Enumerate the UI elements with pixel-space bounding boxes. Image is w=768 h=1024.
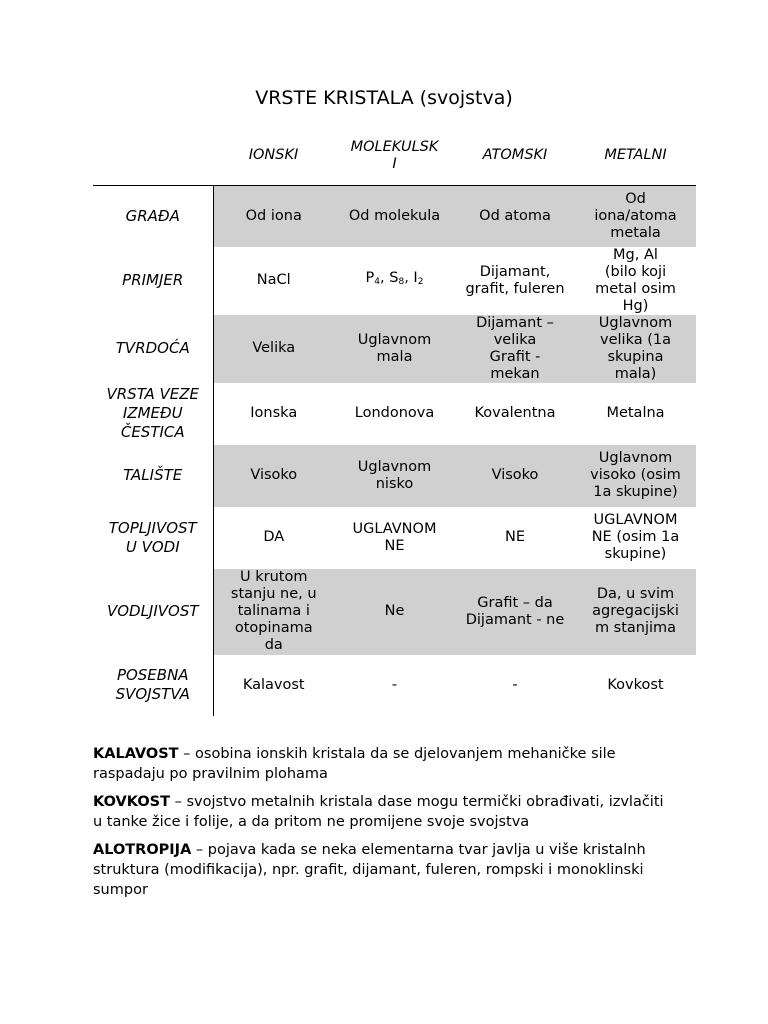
- table-cell: DA: [263, 529, 285, 545]
- table-cell formula-cell: $P_4$, $S_8$, $I_2$: [365, 270, 424, 287]
- subscript: 2: [417, 277, 424, 287]
- row-label: GRAĐA: [93, 186, 213, 247]
- header-row: [93, 126, 696, 186]
- header-ionski: IONSKI: [213, 126, 334, 186]
- table-cell: Uglavnom mala: [334, 315, 455, 383]
- table-cell: Ionska: [250, 405, 298, 421]
- table-cell: Od iona: [213, 186, 334, 247]
- row-label: PRIMJER: [93, 247, 213, 315]
- table-cell: -: [391, 676, 398, 693]
- definition-term: KOVKOST: [93, 794, 170, 810]
- definition-kalavost: [93, 744, 673, 784]
- table-cell: Uglavnom visoko (osim 1a skupine): [575, 445, 696, 507]
- table-cell: Ne: [334, 569, 455, 655]
- table-cell: Velika: [213, 315, 334, 383]
- table-cell: Kovkost: [607, 676, 664, 693]
- table-cell: NE: [504, 529, 525, 545]
- table-cell: NaCl: [256, 272, 291, 288]
- table-cell: Grafit – da Dijamant - ne: [455, 569, 575, 655]
- definition-term: KALAVOST: [93, 746, 179, 762]
- table-row-tvrdoca: [93, 315, 696, 383]
- table-cell: Kalavost: [242, 676, 305, 693]
- table-row-grada: [93, 186, 696, 247]
- definitions-section: [93, 744, 673, 908]
- table-cell: Od atoma: [455, 186, 575, 247]
- table-cell: Od molekula: [334, 186, 455, 247]
- crystal-types-table: [93, 126, 696, 716]
- definition-text: – pojava kada se neka elementarna tvar javlja u više kristalnh struktura (modifikacija), npr. grafit, dijamant, fuleren, rompski i monoklinski sumpor: [93, 842, 646, 898]
- header-molekulski: MOLEKULSK I: [334, 126, 455, 186]
- table-cell: Dijamant – velika Grafit - mekan: [455, 315, 575, 383]
- table-cell: UGLAVNOM NE (osim 1a skupine): [591, 512, 680, 562]
- table-row-taliste: [93, 445, 696, 507]
- table-cell: Od iona/atoma metala: [575, 186, 696, 247]
- row-label: VRSTA VEZE IZMEĐU ČESTICA: [93, 383, 213, 445]
- table-cell: Mg, Al (bilo koji metal osim Hg): [595, 246, 676, 314]
- table-cell: Visoko: [455, 445, 575, 507]
- table-cell: UGLAVNOM NE: [352, 520, 437, 554]
- subscript: 8: [398, 277, 405, 287]
- definition-text: – svojstvo metalnih kristala dase mogu termički obrađivati, izvlačiti u tanke žice i folije, a da pritom ne promijene svoje svojstva: [93, 794, 664, 830]
- row-label: TALIŠTE: [93, 445, 213, 507]
- row-label: TOPLJIVOST U VODI: [93, 507, 213, 569]
- table-row-primjer: [93, 247, 696, 315]
- definition-alotropija: [93, 840, 673, 900]
- row-label: VODLJIVOST: [93, 569, 213, 655]
- table-cell: Dijamant, grafit, fuleren: [465, 263, 565, 297]
- table-row-vodljivost: [93, 569, 696, 655]
- table-cell: Da, u svim agregacijski m stanjima: [575, 569, 696, 655]
- row-label: POSEBNA SVOJSTVA: [93, 655, 213, 716]
- definition-text: – osobina ionskih kristala da se djelovanjem mehaničke sile raspadaju po pravilnim plohama: [93, 746, 616, 782]
- definition-term: ALOTROPIJA: [93, 842, 192, 858]
- page-title: VRSTE KRISTALA (svojstva): [255, 87, 513, 109]
- table-cell: Kovalentna: [474, 405, 556, 421]
- table-cell: Londonova: [354, 405, 435, 421]
- table-cell: Visoko: [213, 445, 334, 507]
- table-cell: Uglavnom velika (1a skupina mala): [575, 315, 696, 383]
- header-metalni: METALNI: [575, 126, 696, 186]
- table-row-posebna-svojstva: [93, 655, 696, 716]
- definition-kovkost: [93, 792, 673, 832]
- table-cell: U krutom stanju ne, u talinama i otopinama da: [213, 569, 334, 655]
- table-cell: Uglavnom nisko: [334, 445, 455, 507]
- table-cell: Metalna: [606, 405, 665, 421]
- header-empty-cell: [93, 126, 213, 186]
- table-cell: -: [512, 676, 518, 693]
- row-label: TVRDOĆA: [93, 315, 213, 383]
- header-atomski: ATOMSKI: [455, 126, 575, 186]
- table-row-vrsta-veze: [93, 383, 696, 445]
- subscript: 4: [374, 277, 381, 287]
- table-row-topljivost: [93, 507, 696, 569]
